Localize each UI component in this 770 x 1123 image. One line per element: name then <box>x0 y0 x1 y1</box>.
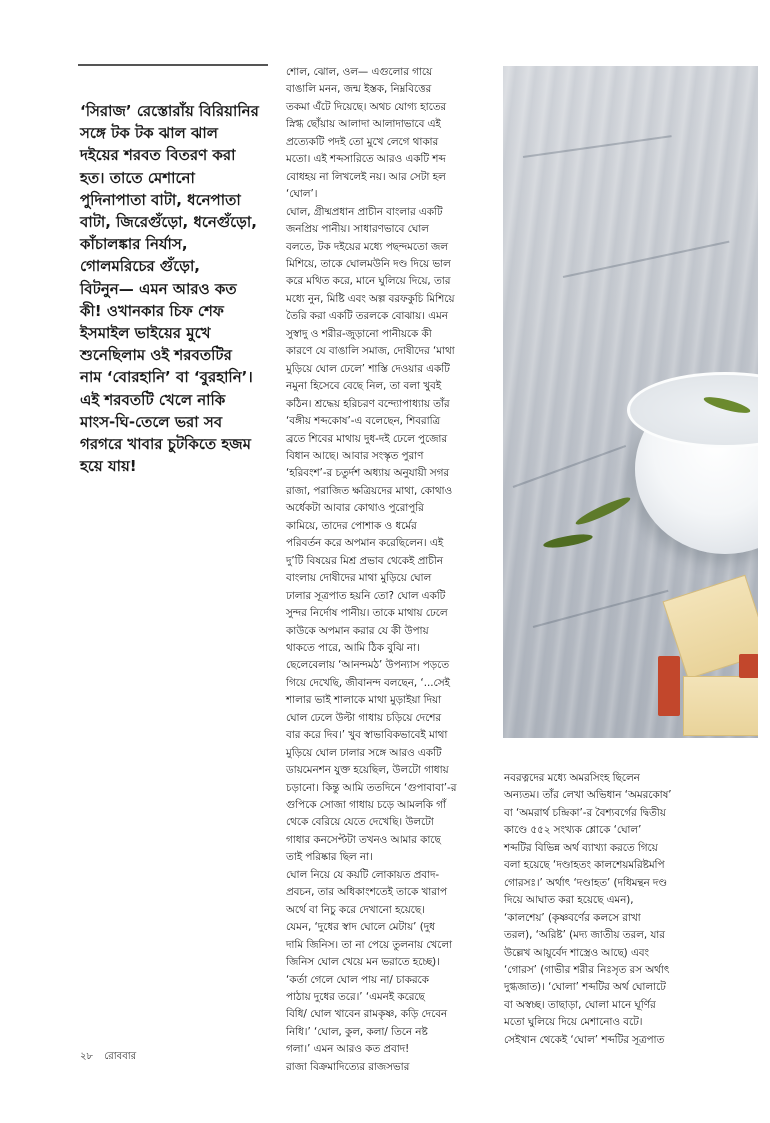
pull-quote-line: ‘সিরাজ’ রেস্তোরাঁয় বিরিয়ানির <box>80 102 259 120</box>
body-text-line: দিয়ে আঘাত করা হয়েছে এমন), <box>504 894 634 907</box>
body-text-line: অন্যতম। তাঁর লেখা অভিধান ‘অমরকোষ’ <box>504 789 672 802</box>
body-text-line: ছেলেবেলায় ‘আনন্দমঠ’ উপন্যাস পড়তে <box>286 659 449 672</box>
body-text-line: মধ্যে নুন, মিষ্টি এবং অল্প বরফকুচি মিশিয়ে <box>286 292 455 305</box>
body-text-line: দুগ্ধজাত)। ‘ঘোলা’ শব্দটির অর্থ ঘোলাটে <box>504 981 666 994</box>
pull-quote-line: ইসমাইল ভাইয়ের মুখে <box>80 324 211 343</box>
pull-quote-line: বিটনুন— এমন আরও কত <box>80 279 237 298</box>
body-column-right <box>504 770 700 1049</box>
body-text-line: স্নিগ্ধ ছোঁয়ায় আলাদা আলাদাভাবে এই <box>286 118 441 131</box>
body-text-line: পরিবর্তন করে অপমান করেছিলেন। এই <box>286 537 444 550</box>
body-text-line: দামি জিনিস। তা না পেয়ে তুলনায় খেলো <box>286 938 452 951</box>
fruit-slice <box>658 656 680 716</box>
body-text-line: বোধহয় না লিখলেই নয়। আর সেটা হল <box>286 170 446 183</box>
body-text-line: তাই পরিষ্কার ছিল না। <box>286 851 373 864</box>
body-text-line: শব্দটির বিভিন্ন অর্থ ব্যাখ্যা করতে গিয়ে <box>504 841 658 854</box>
body-text-line: ঢালার সূত্রপাত হয়নি তো? ঘোল একটি <box>286 589 446 602</box>
body-text-line: গলা।’ এমন আরও কত প্রবাদ! <box>286 1043 410 1056</box>
body-text-line: সেইখান থেকেই ‘ঘোল’ শব্দটির সূত্রপাত <box>504 1033 665 1046</box>
body-text-line: পাঠায় দুধের তরে।’ ‘এমনই করেছে <box>286 991 425 1004</box>
body-text-line: কাউকে অপমান করার যে কী উপায় <box>286 624 429 637</box>
body-text-line: ডায়মেনশন যুক্ত হয়েছিল, উলটো গাধায় <box>286 764 449 777</box>
body-text-line: নমুনা হিসেবে বেছে নিল, তা বলা খুবই <box>286 380 442 393</box>
body-text-line: বাংলায় দোষীদের মাথা মুড়িয়ে ঘোল <box>286 572 432 585</box>
pull-quote-rule <box>78 64 268 66</box>
body-text-line: ‘হরিবংশ’-র চতুর্দশ অধ্যায় অনুযায়ী সগর <box>286 467 450 480</box>
body-text-line: জনপ্রিয় পানীয়। সাধারণভাবে ঘোল <box>286 223 429 236</box>
photo-texture <box>563 241 730 278</box>
page-footer <box>80 1049 144 1066</box>
body-text-line: কাণ্ডে ৫৫২ সংখ্যক শ্লোকে ‘ঘোল’ <box>504 824 642 837</box>
body-text-line: ঘোল, গ্রীষ্মপ্রধান প্রাচীন বাংলার একটি <box>286 205 443 218</box>
pull-quote-line: পুদিনাপাতা বাটা, ধনেপাতা <box>80 190 241 209</box>
body-text-line: বিধি/ ঘোল খাবেন রামকৃষ্ণ, কড়ি দেবেন <box>286 1008 448 1021</box>
body-text-line: তকমা এঁটে দিয়েছে। অথচ যোগ্য হাতের <box>286 100 447 113</box>
body-text-line: ‘বঙ্গীয় শব্দকোষ’-এ বলেছেন, শিবরাত্রি <box>286 415 441 428</box>
fruit-slice <box>739 654 758 678</box>
body-text-line: বলতে, টক দইয়ের মধ্যে পছন্দমতো জল <box>286 240 448 253</box>
herb-leaf <box>543 532 594 551</box>
body-text-line: গুপিকে সোজা গাধায় চড়ে আমলকি গাঁ <box>286 799 446 812</box>
body-text-line: শালার ভাই শালাকে মাথা মুড়াইয়া দিয়া <box>286 694 442 707</box>
photo-texture <box>533 590 669 628</box>
page-number: ২৮ <box>80 1051 93 1062</box>
body-text-line: থাকতে পারে, আমি ঠিক বুঝি না। <box>286 641 420 654</box>
body-text-line: কামিয়ে, তাদের পোশাক ও ধর্মের <box>286 519 417 532</box>
pull-quote-line: শুনেছিলাম ওই শরবতটির <box>80 346 232 365</box>
body-text-line: অর্ধেকটা আবার কোথাও পুরোপুরি <box>286 502 424 515</box>
body-text-line: জিনিস ঘোল খেয়ে মন ভরাতে হচ্ছে)। <box>286 956 440 969</box>
body-text-line: ‘গোরস’ (গাভীর শরীর নিঃসৃত রস অর্থাৎ <box>504 963 670 976</box>
pull-quote-line: হত। তাতে মেশানো <box>80 168 195 187</box>
body-text-line: থেকে বেরিয়ে যেতে দেখেছি। উলটো <box>286 816 434 829</box>
body-text-line: নবরত্নদের মধ্যে অমরসিংহ ছিলেন <box>504 772 640 784</box>
body-text-line: দু’টি বিষয়ের মিশ্র প্রভাব থেকেই প্রাচীন <box>286 554 443 567</box>
cheese-block <box>683 676 758 736</box>
body-text-line: বলা হয়েছে ‘দণ্ডাহতং কালশেয়মরিষ্টমপি <box>504 859 665 872</box>
pull-quote-line: দইয়ের শরবত বিতরণ করা <box>80 146 236 165</box>
pull-quote-line: হয়ে যায়! <box>80 457 137 476</box>
body-text-line: ‘ঘোল’। <box>286 188 318 201</box>
pull-quote-line: বাটা, জিরেগুঁড়ো, ধনেগুঁড়ো, <box>80 213 257 232</box>
body-text-line: উল্লেখ আয়ুর্বেদ শাস্ত্রেও আছে) এবং <box>504 946 649 959</box>
body-column-middle <box>286 64 482 1076</box>
body-text-line: প্রবচন, তার অধিকাংশতেই তাকে খারাপ <box>286 886 447 899</box>
section-name: রোববার <box>104 1051 137 1062</box>
body-text-line: ঘোল নিয়ে যে কয়টি লোকায়ত প্রবাদ- <box>286 868 440 881</box>
pull-quote-line: সঙ্গে টক টক ঝাল ঝাল <box>80 124 218 143</box>
pull-quote-line: কী! ওখানকার চিফ শেফ <box>80 301 224 320</box>
body-text-line: রাজা, পরাজিত ক্ষত্রিয়দের মাথা, কোথাও <box>286 484 453 497</box>
pull-quote-line: এই শরবতটি খেলে নাকি <box>80 390 226 409</box>
pull-quote-line: গোলমরিচের গুঁড়ো, <box>80 257 200 276</box>
body-text-line: তৈরি করা একটি তরলকে বোঝায়। এমন <box>286 310 448 323</box>
body-text-line: মুড়িয়ে ঘোল ঢালার সঙ্গে আরও একটি <box>286 746 442 759</box>
body-text-line: ‘কালশেয়’ (কৃষ্ণবর্ণের কলসে রাখা <box>504 911 641 924</box>
body-text-line: শোল, ঝোল, ওল— এগুলোর গায়ে <box>286 66 433 78</box>
pull-quote-line: গরগরে খাবার চুটকিতে হজম <box>80 435 251 454</box>
body-text-line: অর্থে বা নিচু করে দেখানো হয়েছে। <box>286 903 425 916</box>
body-text-line: মতো। এই শব্দসারিতে আরও একটি শব্দ <box>286 153 446 166</box>
body-text-line: ঘোল ঢেলে উল্টা গাধায় চড়িয়ে দেশের <box>286 711 442 724</box>
herb-leaf <box>574 494 633 528</box>
body-text-line: সুন্দর নির্দোষ পানীয়। তাকে মাথায় ঢেলে <box>286 607 448 620</box>
pull-quote-line: মাংস-ঘি-তেলে ভরা সব <box>80 412 223 431</box>
body-text-line: সুস্বাদু ও শরীর-জুড়ানো পানীয়কে কী <box>286 327 432 340</box>
body-text-line: কারণে যে বাঙালি সমাজ, দোষীদের ‘মাথা <box>286 345 455 358</box>
body-text-line: ‘কর্তা গেলে ঘোল পায় না/ চাকরকে <box>286 973 429 986</box>
body-text-line: বিধান আছে। আবার সংস্কৃত পুরাণ <box>286 449 424 462</box>
photo-texture <box>523 135 672 158</box>
body-text-line: মিশিয়ে, তাকে ঘোলমউনি দণ্ড দিয়ে ভাল <box>286 257 451 270</box>
body-text-line: রাজা বিক্রমাদিত্যের রাজসভার <box>286 1060 410 1073</box>
pull-quote-line: নাম ‘বোরহানি’ বা ‘বুরহানি’। <box>80 368 253 387</box>
pull-quote-line: কাঁচালঙ্কার নির্যাস, <box>80 235 188 254</box>
body-text-line: নিধি।’ ‘ঘোল, কুল, কলা/ তিনে নষ্ট <box>286 1025 428 1038</box>
food-photo <box>503 66 758 738</box>
body-text-line: গোরসঃ।’ অর্থাৎ ‘দণ্ডাহত’ (দধিমন্থন দণ্ড <box>504 876 668 889</box>
body-text-line: বাঙালি মনন, জন্ম ইস্তক, নিম্নবিত্তের <box>286 83 432 96</box>
body-text-line: গাধার কনসেপ্টটা তখনও আমার কাছে <box>286 833 441 846</box>
body-text-line: যেমন, ‘দুধের স্বাদ ঘোলে মেটায়’ (দুধ <box>286 921 435 934</box>
pull-quote <box>80 100 272 477</box>
body-text-line: প্রত্যেকটি পদই তো মুখে লেগে থাকার <box>286 135 439 148</box>
body-text-line: বা অস্বচ্ছ। তাছাড়া, ঘোলা মানে ঘূর্ণির <box>504 998 656 1011</box>
body-text-line: মতো ঘুলিয়ে দিয়ে মেশানোও বটে। <box>504 1016 643 1029</box>
body-text-line: তরল), ‘অরিষ্ট’ (মদ্য জাতীয় তরল, যার <box>504 929 665 942</box>
body-text-line: গিয়ে দেখেছি, জীবানন্দ বলছেন, ‘...সেই <box>286 676 450 689</box>
body-text-line: বার করে দিব।’ খুব স্বাভাবিকভাবেই মাথা <box>286 729 448 742</box>
body-text-line: বা ‘অমরার্থ চন্দ্রিকা’-র বৈশ্যবর্গের দ্বিতীয় <box>504 806 666 819</box>
body-text-line: করে মথিত করে, মানে ঘুলিয়ে দিয়ে, তার <box>286 275 451 288</box>
body-text-line: মুড়িয়ে ঘোল ঢেলে’ শাস্তি দেওয়ার একটি <box>286 362 450 375</box>
body-text-line: কঠিন। শ্রদ্ধেয় হরিচরণ বন্দ্যোপাধ্যায় তাঁর <box>286 397 450 410</box>
photo-texture <box>513 445 626 488</box>
body-text-line: চড়ানো। কিন্তু আমি ততদিনে ‘গুপাবাবা’-র <box>286 781 457 794</box>
body-text-line: ব্রতে শিবের মাথায় দুধ-দই ঢেলে পুজোর <box>286 432 448 445</box>
